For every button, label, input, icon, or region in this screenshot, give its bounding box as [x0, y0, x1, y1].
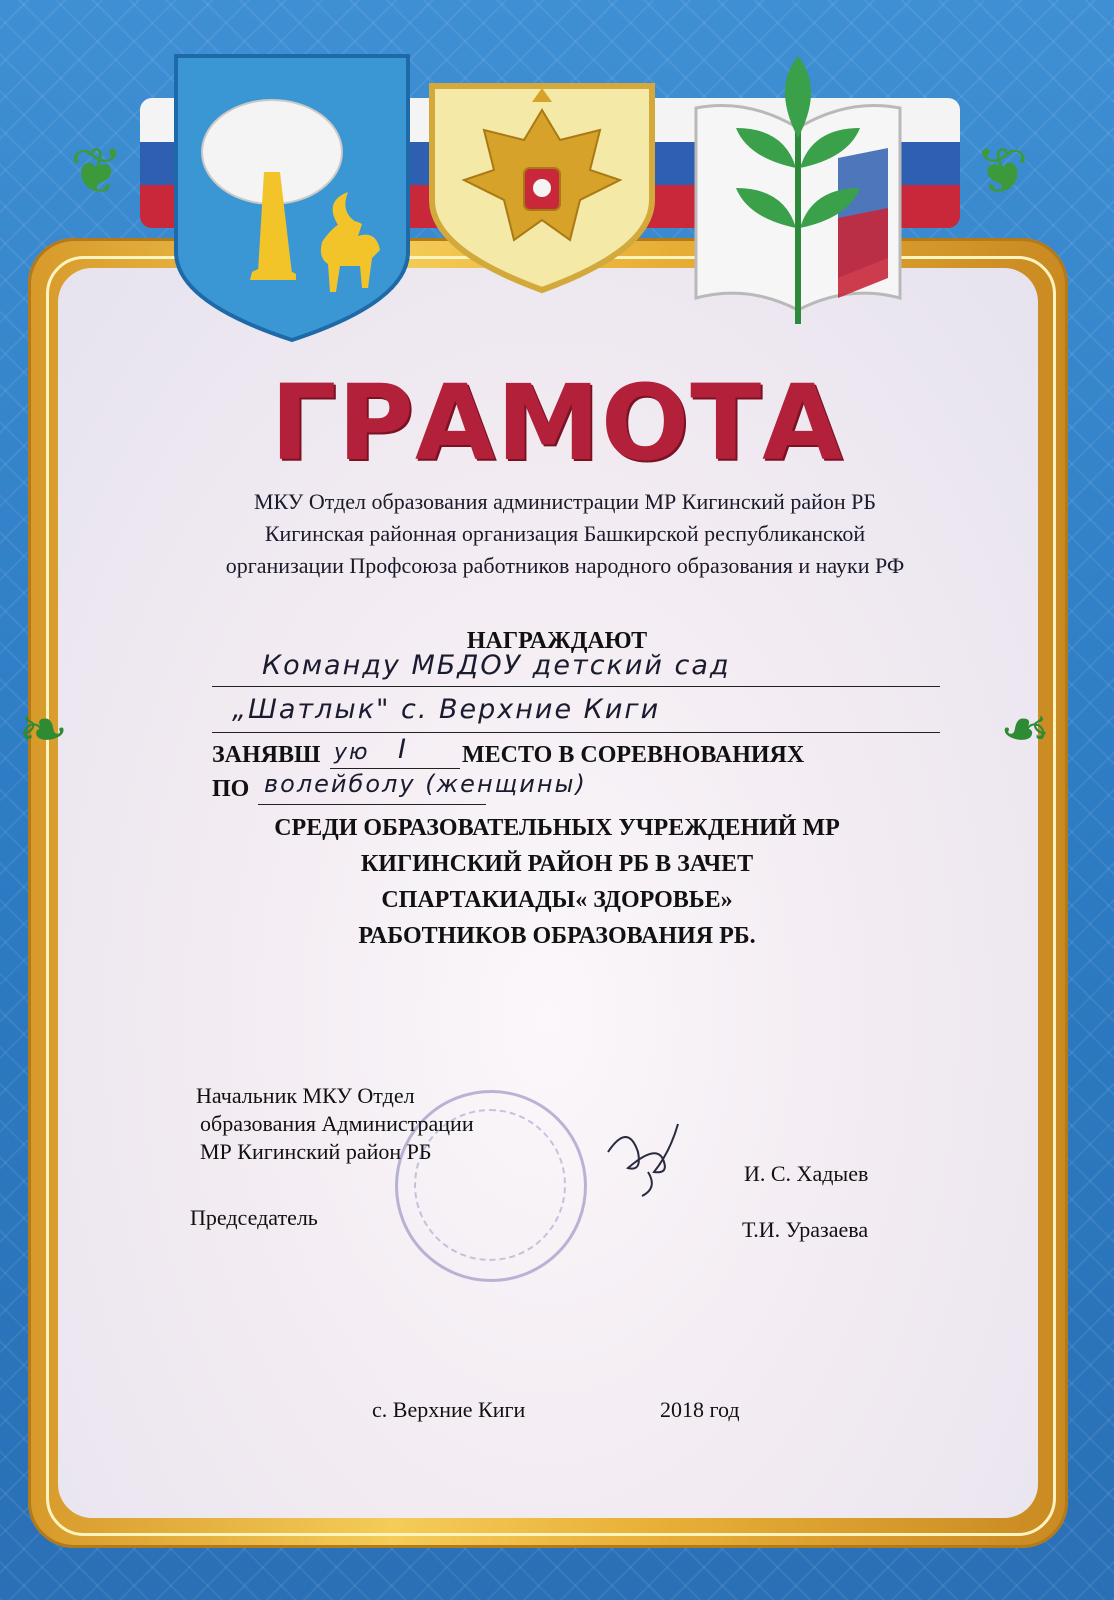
laurel-left-icon: ❦ — [70, 136, 124, 207]
signatory-1-title-line-2: образования Администрации — [200, 1111, 474, 1136]
sport-value: волейболу (женщины) — [264, 770, 587, 798]
signature-mark — [598, 1112, 688, 1202]
laurel-right-icon: ❦ — [975, 136, 1029, 207]
certificate-title: ГРАМОТА — [270, 362, 844, 484]
signatory-2-title: Председатель — [190, 1205, 318, 1230]
sport-prefix: ПО — [212, 776, 250, 802]
issuer-line-2: Кигинская районная организация Башкирской республиканской — [264, 521, 866, 546]
competition-line-4: РАБОТНИКОВ ОБРАЗОВАНИЯ РБ. — [358, 923, 756, 949]
issuer-line-3: организации Профсоюза работников народного образования и науки РФ — [225, 553, 905, 578]
place-suffix-handwritten: ую — [334, 740, 370, 765]
recipient-underline-2 — [212, 732, 940, 733]
competition-line-2: КИГИНСКИЙ РАЙОН РБ В ЗАЧЕТ — [360, 851, 754, 877]
recipient-line-2: „Шатлык" с. Верхние Киги — [232, 694, 661, 725]
signatory-1-name: И. С. Хадыев — [744, 1161, 869, 1186]
place-underline — [330, 768, 460, 769]
sport-underline — [258, 804, 486, 805]
place-value: I — [398, 734, 408, 765]
vine-left-icon: ❧ — [18, 697, 69, 763]
issue-year: 2018 год — [660, 1397, 740, 1422]
signatory-2-name: Т.И. Уразаева — [742, 1217, 869, 1242]
recipient-underline-1 — [212, 686, 940, 687]
signatory-1-title-line-1: Начальник МКУ Отдел — [196, 1083, 415, 1108]
place-of-issue: с. Верхние Киги — [372, 1397, 526, 1422]
signatory-1-title-line-3: МР Кигинский район РБ — [200, 1139, 432, 1164]
district-coat-of-arms-icon — [172, 52, 412, 344]
place-text: МЕСТО В СОРЕВНОВАНИЯХ — [462, 742, 805, 768]
vine-right-icon: ❧ — [1000, 697, 1051, 763]
competition-line-3: СПАРТАКИАДЫ« ЗДОРОВЬЕ» — [381, 887, 733, 913]
issuer-line-1: МКУ Отдел образования администрации МР Кигинский район РБ — [254, 489, 876, 514]
award-verb: НАГРАЖДАЮТ — [466, 628, 648, 654]
competition-line-1: СРЕДИ ОБРАЗОВАТЕЛЬНЫХ УЧРЕЖДЕНИЙ МР — [274, 815, 840, 841]
russia-coat-of-arms-icon — [424, 80, 660, 294]
place-prefix: ЗАНЯВШ — [212, 742, 321, 768]
recipient-line-1: Команду МБДОУ детский сад — [262, 650, 731, 681]
education-union-emblem-icon — [688, 48, 908, 328]
